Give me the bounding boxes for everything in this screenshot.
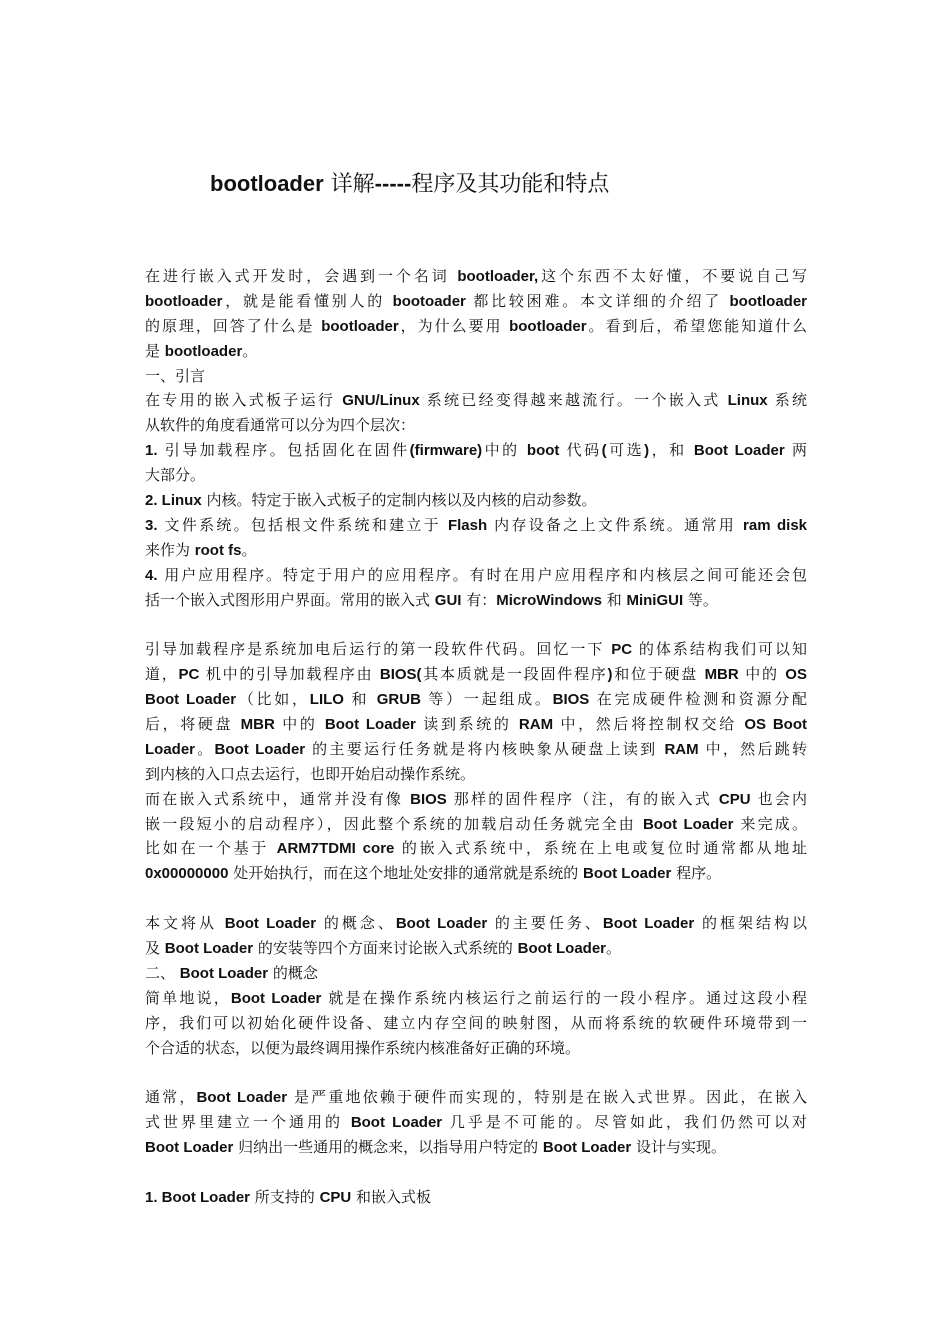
bold-term: BIOS [410,790,447,808]
bold-term: bootloader, [457,268,539,285]
text-run: 两 [784,441,807,460]
bold-term: 0x00000000 [145,865,229,883]
text-run: ，和 [649,441,694,460]
text-run: 这个东西不太好懂，不要说自己写 [538,267,807,285]
bold-term: 3. [145,516,158,534]
text-run: 是 [145,341,165,360]
bold-term: MicroWindows [496,591,602,609]
text-run: 也会内 [750,789,807,808]
text-run: 系统已经变得越来越流行。一个嵌入式 [419,391,728,410]
text-run: 。 [195,739,215,758]
bold-term: bootloader [164,342,243,360]
list-item [145,438,807,463]
bold-term: Boot Loader [214,740,306,758]
bold-term: BIOS( [379,666,422,684]
title-text: 详解 [323,172,375,197]
text-run: 那样的固件程序（注，有的嵌入式 [446,789,719,808]
bold-term: PC [178,666,200,684]
text-run: 代码 [559,441,602,460]
bold-term: Boot Loader [179,964,269,982]
text-run: 来作为 [145,540,195,559]
text-run: 中，然后将控制权交给 [553,715,745,734]
text-run: 的主要运行任务就是将内核映象从硬盘上读到 [305,739,665,758]
text-run: 的概念、 [316,914,396,933]
bold-term: Linux [727,392,768,410]
section-heading-concept [145,961,807,986]
text-run: 和 [601,590,627,609]
text-run: 比如在一个基于 [145,839,277,858]
bold-term: bootloader [729,292,807,310]
bold-term: bootloader [145,292,223,310]
text-run: 用户应用程序。特定于用户的应用程序。有时在用户应用程序和内核层之间可能还会包 [157,565,807,584]
text-run: 归纳出一些通用的概念来，以指导用户特定的 [233,1138,543,1157]
text-run: 和嵌入式板 [351,1187,432,1206]
bold-term: Boot Loader [517,940,607,958]
text-run: 在进行嵌入式开发时，会遇到一个名词 [145,267,458,285]
text-run: 等。 [683,590,718,609]
bold-term: bootloader [509,317,587,335]
paragraph-gap [145,886,807,911]
text-run: 设计与实现。 [631,1138,727,1157]
bold-term: Boot Loader [395,915,488,933]
text-run: 。 [242,341,258,360]
paragraph-gap [145,1061,807,1086]
bold-term: OS [785,666,807,684]
paragraph-line [145,787,807,812]
text-run: 括一个嵌入式图形用户界面。常用的嵌入式 [145,590,435,609]
text-run: 引导加载程序。包括固化在固件 [157,441,410,460]
paragraph-line [145,637,807,662]
bold-term: Boot Loader [224,915,317,933]
bold-term: Boot Loader [693,442,785,460]
bold-term: 2. Linux [145,492,202,510]
paragraph-line [145,314,807,339]
bold-term: PC [611,641,633,659]
paragraph-line: 个合适的状态，以便为最终调用操作系统内核准备好正确的环境。 [145,1038,581,1057]
text-run: 机中的引导加载程序由 [199,665,380,684]
text-run: 内存设备之上文件系统。通常用 [487,515,744,534]
paragraph-line [145,737,807,762]
bold-term: ram disk [743,516,808,534]
text-run: 所支持的 [250,1187,320,1206]
subsection-heading [145,1185,807,1210]
paragraph-line: 从软件的角度看通常可以分为四个层次： [145,416,416,435]
bold-term: bootoader [392,292,466,310]
bold-term: OS Boot [744,716,807,734]
bold-term: 4. [145,566,158,584]
paragraph-line: 到内核的入口点去运行，也即开始启动操作系统。 [145,764,476,783]
text-run: 文件系统。包括根文件系统和建立于 [157,515,448,534]
text-run: 的框架结构以 [694,914,807,933]
text-run: 简单地说， [145,988,231,1007]
paragraph-line [145,662,807,687]
section-heading-intro: 一、引言 [145,366,206,385]
text-run: ，就是能看懂别人的 [222,291,393,310]
text-run: 中，然后跳转 [698,739,807,758]
text-run: 系统 [767,391,807,410]
paragraph-line [145,339,807,364]
text-run: 其本质就是一段固件程序 [421,665,608,684]
text-run: 引导加载程序是系统加电后运行的第一段软件代码。回忆一下 [145,640,612,659]
bold-term: root fs [194,541,242,559]
paragraph-gap [145,612,807,637]
title-text: 程序及其功能和特点 [411,172,610,197]
bold-term: Boot Loader [582,865,672,883]
paragraph-line [145,712,807,737]
text-run: 和位于硬盘 [612,665,705,684]
bold-term: Boot Loader [196,1089,288,1107]
paragraph-line [145,1110,807,1135]
paragraph-line [145,986,807,1011]
text-run: 程序。 [671,864,722,883]
bold-term: ARM7TDMI core [276,840,395,858]
text-run: 。看到后，希望您能知道什么 [586,316,807,335]
text-run: 有： [461,590,497,609]
bold-term: CPU [319,1188,352,1206]
text-run: 嵌一段短小的启动程序），因此整个系统的加载启动任务就完全由 [145,814,643,833]
bold-term: Boot Loader [542,1139,632,1157]
text-run: 。 [241,540,257,559]
paragraph-line [145,264,807,289]
bold-term: 1. [145,442,158,460]
text-run: 。 [606,939,622,958]
text-run: 读到系统的 [415,715,519,734]
text-run: 道， [145,665,179,684]
paragraph-line [145,812,807,837]
bold-term: Boot Loader [602,915,695,933]
list-item [145,513,807,538]
text-run: 在专用的嵌入式板子运行 [145,391,343,410]
text-run: 可选 [606,441,645,460]
bold-term: CPU [718,790,751,808]
bold-term: bootloader [321,317,399,335]
paragraph-line [145,836,807,861]
bold-term: GNU/Linux [342,392,420,410]
paragraph-line [145,687,807,712]
list-item [145,563,807,588]
bold-term: Boot Loader [230,989,322,1007]
text-run: 通常， [145,1088,197,1107]
bold-term: GUI [434,591,462,609]
title-dashes: ----- [374,171,412,196]
text-run: 式世界里建立一个通用的 [145,1113,351,1132]
text-run: 的体系结构我们可以知 [632,640,807,659]
paragraph-line [145,936,807,961]
text-run: 的安装等四个方面来讨论嵌入式系统的 [253,939,518,958]
list-item-continuation [145,588,807,613]
text-run: 二、 [145,963,180,982]
text-run: 处开始执行，而在这个地址处安排的通常就是系统的 [228,864,583,883]
bold-term: ) [607,666,613,684]
bold-term: Loader [145,740,196,758]
text-run: 本文将从 [145,914,225,933]
bold-term: RAM [518,716,554,734]
text-run: 的原理，回答了什么是 [145,316,322,335]
document-title [210,168,609,201]
paragraph-line [145,1085,807,1110]
paragraph-line [145,1135,807,1160]
bold-term: Boot Loader [642,815,734,833]
bold-term: Boot Loader [145,691,237,709]
text-run: 的概念 [268,963,318,982]
bold-term: Boot Loader [350,1114,443,1132]
bold-term: RAM [664,740,699,758]
bold-term: MiniGUI [626,591,684,609]
text-run: 而在嵌入式系统中，通常并没有像 [145,789,411,808]
bold-term: Flash [447,516,488,534]
list-item-continuation [145,538,807,563]
text-run: 几乎是不可能的。尽管如此，我们仍然可以对 [442,1113,807,1132]
text-run: 及 [145,939,165,958]
bold-term: Boot Loader [145,1139,234,1157]
text-run: 在完成硬件检测和资源分配 [589,690,807,709]
document-body [145,264,807,1210]
paragraph-gap [145,1160,807,1185]
paragraph-line [145,861,807,886]
text-run: 中的 [738,665,786,684]
bold-term: (firmware) [409,442,483,460]
bold-term: MBR [704,666,739,684]
paragraph-line: 序，我们可以初始化硬件设备、建立内存空间的映射图，从而将系统的软硬件环境带到一 [145,1013,807,1032]
bold-term: BIOS [552,691,590,709]
text-run: 和 [343,690,377,709]
text-run: 的主要任务、 [487,914,603,933]
bold-term: LILO [309,691,344,709]
text-run: 是严重地依赖于硬件而实现的，特别是在嵌入式世界。因此，在嵌入 [287,1088,807,1107]
title-keyword: bootloader [210,171,324,196]
paragraph-line [145,911,807,936]
text-run: 内核。特定于嵌入式板子的定制内核以及内核的启动参数。 [201,491,597,510]
bold-term: MBR [240,716,275,734]
text-run: 的嵌入式系统中，系统在上电或复位时通常都从地址 [394,839,807,858]
list-item-continuation: 大部分。 [145,466,206,485]
text-run: 中的 [274,715,325,734]
bold-term: Boot Loader [164,940,254,958]
text-run: （比如， [236,690,310,709]
list-item [145,488,807,513]
bold-term: ( [601,442,607,460]
paragraph-line [145,388,807,413]
bold-term: boot [526,442,560,460]
text-run: 都比较困难。本文详细的介绍了 [465,291,730,310]
text-run: 来完成。 [733,814,807,833]
bold-term: 1. Boot Loader [145,1188,251,1206]
text-run: 中的 [482,441,527,460]
paragraph-line [145,289,807,314]
text-run: ，为什么要用 [398,316,510,335]
text-run: 等）一起组成。 [420,690,553,709]
bold-term: ) [644,442,650,460]
bold-term: GRUB [376,691,421,709]
text-run: 就是在操作系统内核运行之前运行的一段小程序。通过这段小程 [321,988,807,1007]
text-run: 后，将硬盘 [145,715,241,734]
bold-term: Boot Loader [324,716,416,734]
